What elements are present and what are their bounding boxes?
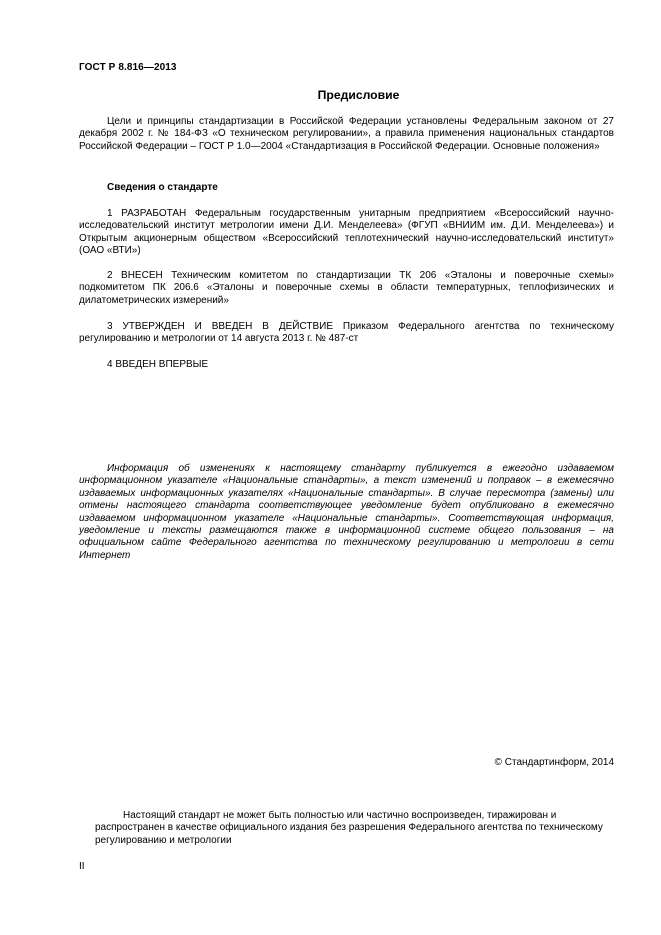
copyright: © Стандартинформ, 2014: [494, 757, 614, 768]
changes-info-notice: Информация об изменениях к настоящему стандарту публикуется в ежегодно издаваемом информационном указателе «Национальные стандарты», а текст изменений и поправок – в ежемесячно издаваемых информационных указателях «Национальные стандарты». В случае пересмотра (замены) или отмены настоящего стандарта соответствующее уведомление будет опубликовано в ежемесячно издаваемом информационном указателе «Национальные стандарты». Соответствующая информация, уведомление и тексты размещаются также в информационной системе общего пользования – на официальном сайте Федерального агентства по техническому регулированию и метрологии в сети Интернет: [79, 463, 614, 561]
item-2-introduced-by: 2 ВНЕСЕН Техническим комитетом по стандартизации ТК 206 «Эталоны и поверочные схемы» подкомитетом ПК 206.6 «Эталоны и поверочные схемы в области температурных, теплофизических и дилатометрических измерений»: [79, 270, 614, 306]
item-4-first-introduced: 4 ВВЕДЕН ВПЕРВЫЕ: [107, 359, 209, 370]
preface-intro-paragraph: Цели и принципы стандартизации в Российской Федерации установлены Федеральным законом от 27 декабря 2002 г. № 184-ФЗ «О техническом регулировании», а правила применения национальных стандартов Российской Федерации – ГОСТ Р 1.0—2004 «Стандартизация в Российской Федерации. Основные положения»: [79, 116, 614, 152]
item-1-developed-by: 1 РАЗРАБОТАН Федеральным государственным унитарным предприятием «Всероссийский научно-исследовательский институт метрологии имени Д.И. Менделеева» (ФГУП «ВНИИМ им. Д.И. Менделеева») и Открытым акционерным обществом «Всероссийский теплотехнический научно-исследовательский институт» (ОАО «ВТИ»): [79, 208, 614, 257]
document-code: ГОСТ Р 8.816—2013: [79, 62, 177, 73]
item-3-approved: 3 УТВЕРЖДЕН И ВВЕДЕН В ДЕЙСТВИЕ Приказом Федерального агентства по техническому регулированию и метрологии от 14 августа 2013 г. № 487-ст: [79, 321, 614, 345]
reproduction-notice: Настоящий стандарт не может быть полностью или частично воспроизведен, тиражирован и распространен в качестве официального издания без разрешения Федерального агентства по техническому регулированию и метрологии: [95, 810, 603, 846]
preface-title: Предисловие: [317, 88, 400, 102]
about-standard-heading: Сведения о стандарте: [107, 182, 218, 193]
page-number: II: [79, 861, 85, 872]
